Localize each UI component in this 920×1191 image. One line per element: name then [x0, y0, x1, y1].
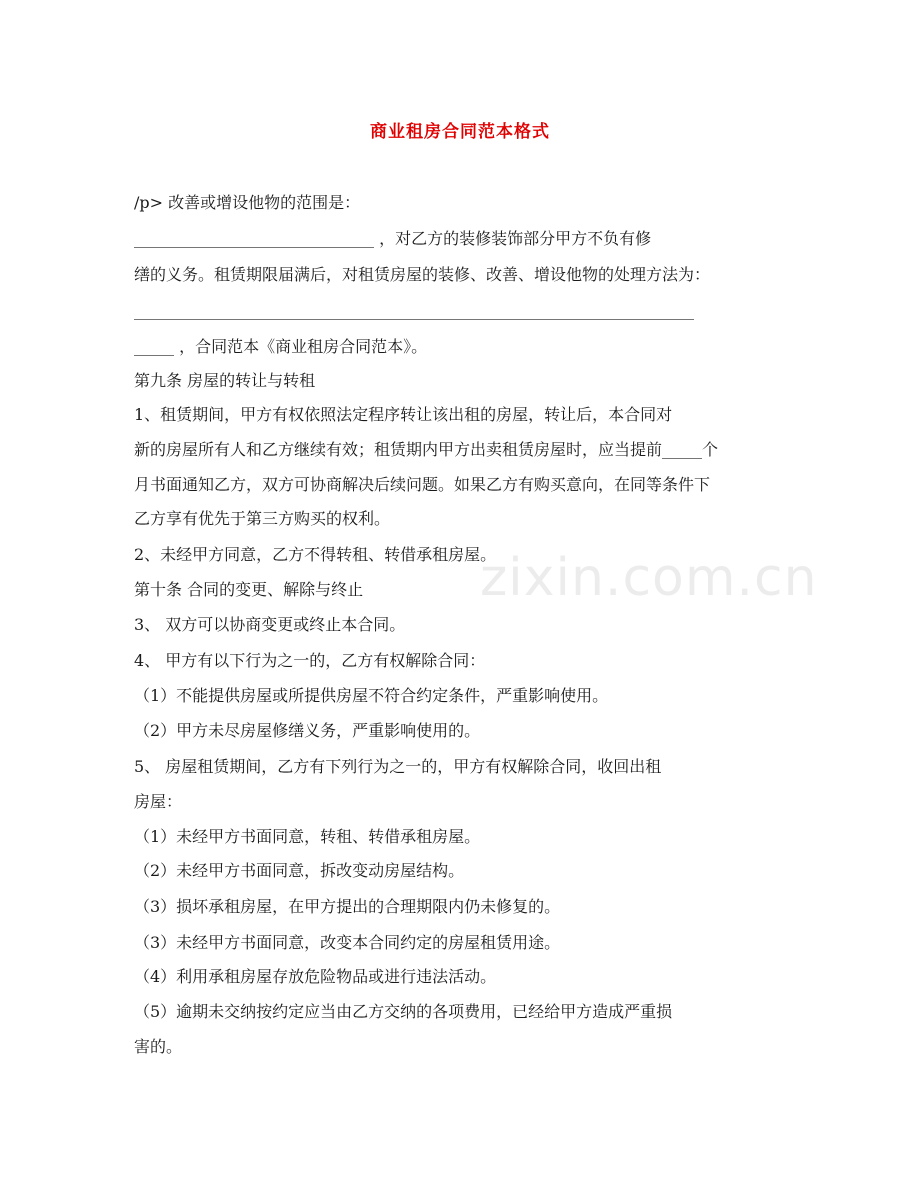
- text-line: 2、未经甲方同意，乙方不得转租、转借承租房屋。: [134, 545, 497, 564]
- text-line: 房屋：: [134, 792, 183, 811]
- section-heading: 第十条 合同的变更、解除与终止: [134, 580, 364, 599]
- watermark: zixin.com.cn: [480, 548, 818, 608]
- text-line: _____ ，合同范本《商业租房合同范本》。: [134, 337, 428, 356]
- text-line: （1）未经甲方书面同意，转租、转借承租房屋。: [134, 827, 481, 846]
- text-line: （2）未经甲方书面同意，拆改变动房屋结构。: [134, 861, 465, 880]
- text-line: 缮的义务。租赁期限届满后，对租赁房屋的装修、改善、增设他物的处理方法为：: [134, 265, 711, 284]
- text-line: 5、 房屋租赁期间，乙方有下列行为之一的，甲方有权解除合同，收回出租: [134, 757, 662, 776]
- document-title: 商业租房合同范本格式: [370, 122, 550, 142]
- text-line: （3）损坏承租房屋，在甲方提出的合理期限内仍未修复的。: [134, 897, 561, 916]
- text-line: /p> 改善或增设他物的范围是：: [134, 193, 361, 212]
- text-line: （1）不能提供房屋或所提供房屋不符合约定条件，严重影响使用。: [134, 686, 609, 705]
- text-line: 乙方享有优先于第三方购买的权利。: [134, 509, 391, 528]
- text-line: （2）甲方未尽房屋修缮义务，严重影响使用的。: [134, 721, 481, 740]
- text-line: （4）利用承租房屋存放危险物品或进行违法活动。: [134, 967, 497, 986]
- text-line: 4、 甲方有以下行为之一的，乙方有权解除合同：: [134, 651, 486, 670]
- text-line: 3、 双方可以协商变更或终止本合同。: [134, 615, 406, 634]
- text-line: ______________________________________________________________________: [134, 301, 694, 320]
- text-line: ______________________________ ，对乙方的装修装饰部分甲方不负有修: [134, 229, 652, 248]
- text-line: 新的房屋所有人和乙方继续有效；租赁期内甲方出卖租赁房屋时，应当提前_____个: [134, 440, 719, 459]
- section-heading: 第九条 房屋的转让与转租: [134, 371, 316, 390]
- text-line: （5）逾期未交纳按约定应当由乙方交纳的各项费用，已经给甲方造成严重损: [134, 1002, 673, 1021]
- text-line: 害的。: [134, 1037, 183, 1056]
- text-line: 月书面通知乙方，双方可协商解决后续问题。如果乙方有购买意向，在同等条件下: [134, 475, 711, 494]
- text-line: 1、租赁期间，甲方有权依照法定程序转让该出租的房屋，转让后，本合同对: [134, 405, 673, 424]
- text-line: （3）未经甲方书面同意，改变本合同约定的房屋租赁用途。: [134, 933, 561, 952]
